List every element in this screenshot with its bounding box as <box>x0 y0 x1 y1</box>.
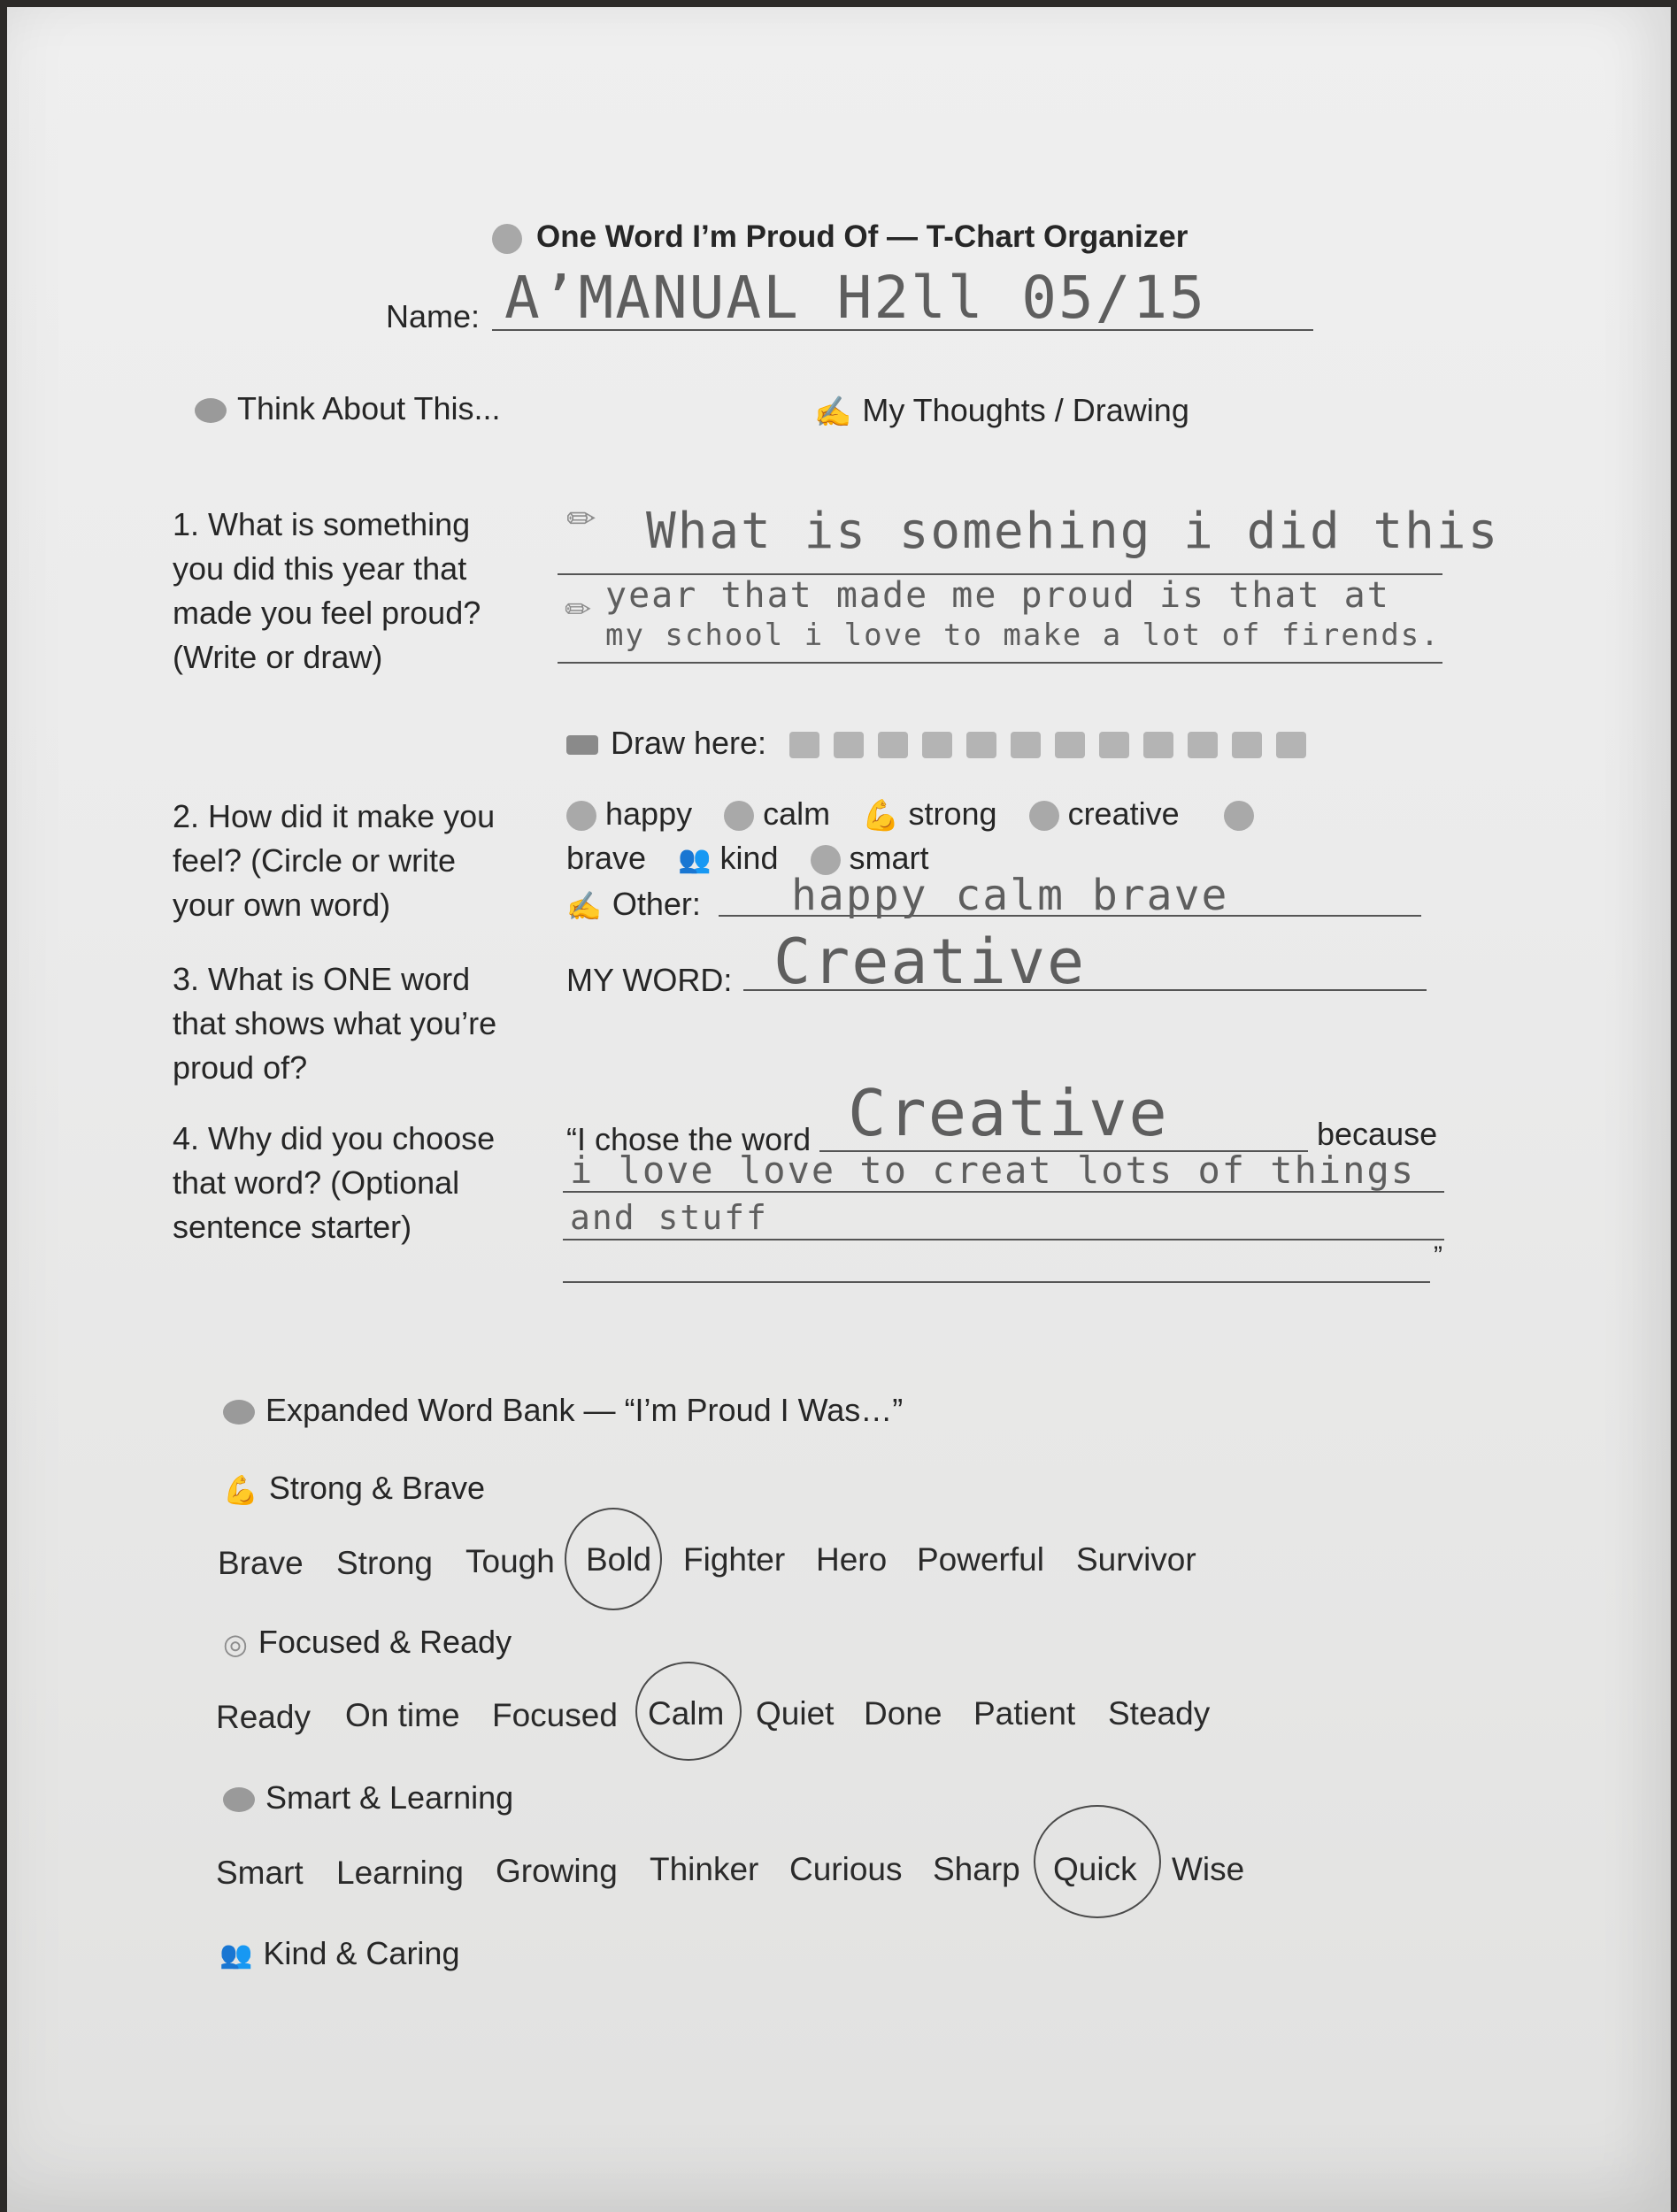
smile-icon <box>566 801 596 831</box>
word-ready[interactable]: Ready <box>216 1699 311 1735</box>
q4-line-2 <box>563 1239 1444 1240</box>
worksheet-title: One Word I’m Proud Of — T-Chart Organizer <box>536 219 1189 254</box>
word-survivor[interactable]: Survivor <box>1076 1541 1196 1578</box>
word-patient[interactable]: Patient <box>973 1695 1076 1732</box>
word-growing[interactable]: Growing <box>496 1853 618 1889</box>
word-on-time[interactable]: On time <box>345 1697 460 1733</box>
word-strong[interactable]: Strong <box>336 1545 434 1581</box>
my-word-label: MY WORD: <box>566 962 733 998</box>
word-curious[interactable]: Curious <box>789 1851 903 1887</box>
pencil-icon: ✏ <box>566 500 596 539</box>
other-value[interactable]: happy calm brave <box>791 871 1229 920</box>
right-column-header: ✍ My Thoughts / Drawing <box>814 389 1189 433</box>
option-smart[interactable]: smart <box>849 840 929 876</box>
word-powerful[interactable]: Powerful <box>917 1541 1044 1578</box>
q2-question: 2. How did it make you feel? (Circle or write your own word) <box>173 798 496 923</box>
group-heading-focused-ready: ◎ Focused & Ready <box>223 1621 512 1664</box>
q4-line-3 <box>563 1281 1430 1283</box>
word-wise[interactable]: Wise <box>1172 1851 1245 1887</box>
word-quick[interactable]: Quick <box>1053 1851 1137 1887</box>
left-column-header: Think About This... <box>195 388 501 431</box>
q1-answer-line-2[interactable]: year that made me proud is that at <box>605 575 1390 616</box>
camera-icon <box>566 735 598 755</box>
word-done[interactable]: Done <box>864 1695 942 1732</box>
word-bold[interactable]: Bold <box>586 1541 652 1578</box>
name-label: Name: <box>386 298 481 334</box>
people-icon: 👥 <box>678 845 712 875</box>
circle-mark-calm <box>635 1662 742 1761</box>
q1-answer-line-3[interactable]: my school i love to make a lot of firends. <box>605 618 1441 653</box>
group-heading-kind-caring: 👥 Kind & Caring <box>219 1932 459 1976</box>
writing-hand-icon: ✍ <box>814 395 852 429</box>
flexed-arm-icon: 💪 <box>862 798 900 833</box>
circle-mark-quick <box>1034 1805 1161 1918</box>
q4-chosen-word[interactable]: Creative <box>848 1076 1169 1150</box>
name-value[interactable]: A’MANUAL H2ll 05/15 <box>504 264 1206 332</box>
word-bank-title: Expanded Word Bank — “I’m Proud I Was…” <box>223 1389 903 1432</box>
group-heading-smart-learning: Smart & Learning <box>223 1777 513 1820</box>
q4-question: 4. Why did you choose that word? (Optional sentence starter) <box>173 1120 496 1245</box>
q3-question: 3. What is ONE word that shows what you’re proud of? <box>173 961 497 1086</box>
writing-hand-icon: ✍ <box>566 889 602 922</box>
option-strong[interactable]: strong <box>908 795 997 832</box>
q4-closing-quote: ” <box>1434 1241 1442 1271</box>
q1-line-2 <box>558 662 1442 664</box>
palette-icon <box>492 224 522 254</box>
pencil-icon: ✏ <box>565 591 592 627</box>
my-word-value[interactable]: Creative <box>773 926 1087 998</box>
circle-mark-bold <box>565 1508 662 1610</box>
worksheet-title-row <box>492 216 1188 257</box>
other-label: Other: <box>612 886 701 922</box>
feelings-row-1 <box>566 793 1263 836</box>
q1-answer-line-1[interactable]: What is somehing i did this <box>646 503 1500 560</box>
thought-bubble-icon <box>223 1400 255 1425</box>
q4-because: because <box>1317 1116 1438 1152</box>
word-learning[interactable]: Learning <box>336 1855 465 1891</box>
people-icon: 👥 <box>219 1940 253 1970</box>
group-heading-strong-brave: 💪 Strong & Brave <box>223 1467 485 1510</box>
q4-starter: “I chose the word <box>566 1121 812 1157</box>
thought-bubble-icon <box>195 398 227 423</box>
flexed-arm-icon: 💪 <box>223 1473 258 1506</box>
q4-answer-line-2[interactable]: and stuff <box>570 1198 768 1237</box>
word-focused[interactable]: Focused <box>492 1697 618 1733</box>
option-brave[interactable]: brave <box>566 840 647 876</box>
word-sharp[interactable]: Sharp <box>933 1851 1020 1887</box>
target-icon: ◎ <box>223 1627 248 1660</box>
q1-question: 1. What is something you did this year that made you feel proud? (Write or draw) <box>173 506 481 675</box>
option-creative[interactable]: creative <box>1067 795 1180 832</box>
option-calm[interactable]: calm <box>763 795 831 832</box>
grin-face-icon <box>1224 801 1254 831</box>
worksheet-page <box>7 7 1671 2212</box>
word-hero[interactable]: Hero <box>816 1541 888 1578</box>
word-brave[interactable]: Brave <box>218 1545 304 1581</box>
word-calm[interactable]: Calm <box>648 1695 725 1732</box>
draw-here-row: Draw here: <box>566 722 1306 765</box>
option-happy[interactable]: happy <box>605 795 693 832</box>
word-quiet[interactable]: Quiet <box>756 1695 835 1732</box>
palette-icon <box>1029 801 1059 831</box>
relieved-face-icon <box>724 801 754 831</box>
word-steady[interactable]: Steady <box>1108 1695 1211 1732</box>
other-row <box>566 883 701 926</box>
word-smart[interactable]: Smart <box>216 1855 304 1891</box>
word-fighter[interactable]: Fighter <box>683 1541 786 1578</box>
q4-line-1 <box>563 1191 1444 1193</box>
q4-answer-line-1[interactable]: i love love to creat lots of things <box>570 1148 1416 1192</box>
word-thinker[interactable]: Thinker <box>650 1851 759 1887</box>
option-kind[interactable]: kind <box>719 840 779 876</box>
word-tough[interactable]: Tough <box>465 1543 555 1579</box>
thought-bubble-icon <box>223 1787 255 1812</box>
